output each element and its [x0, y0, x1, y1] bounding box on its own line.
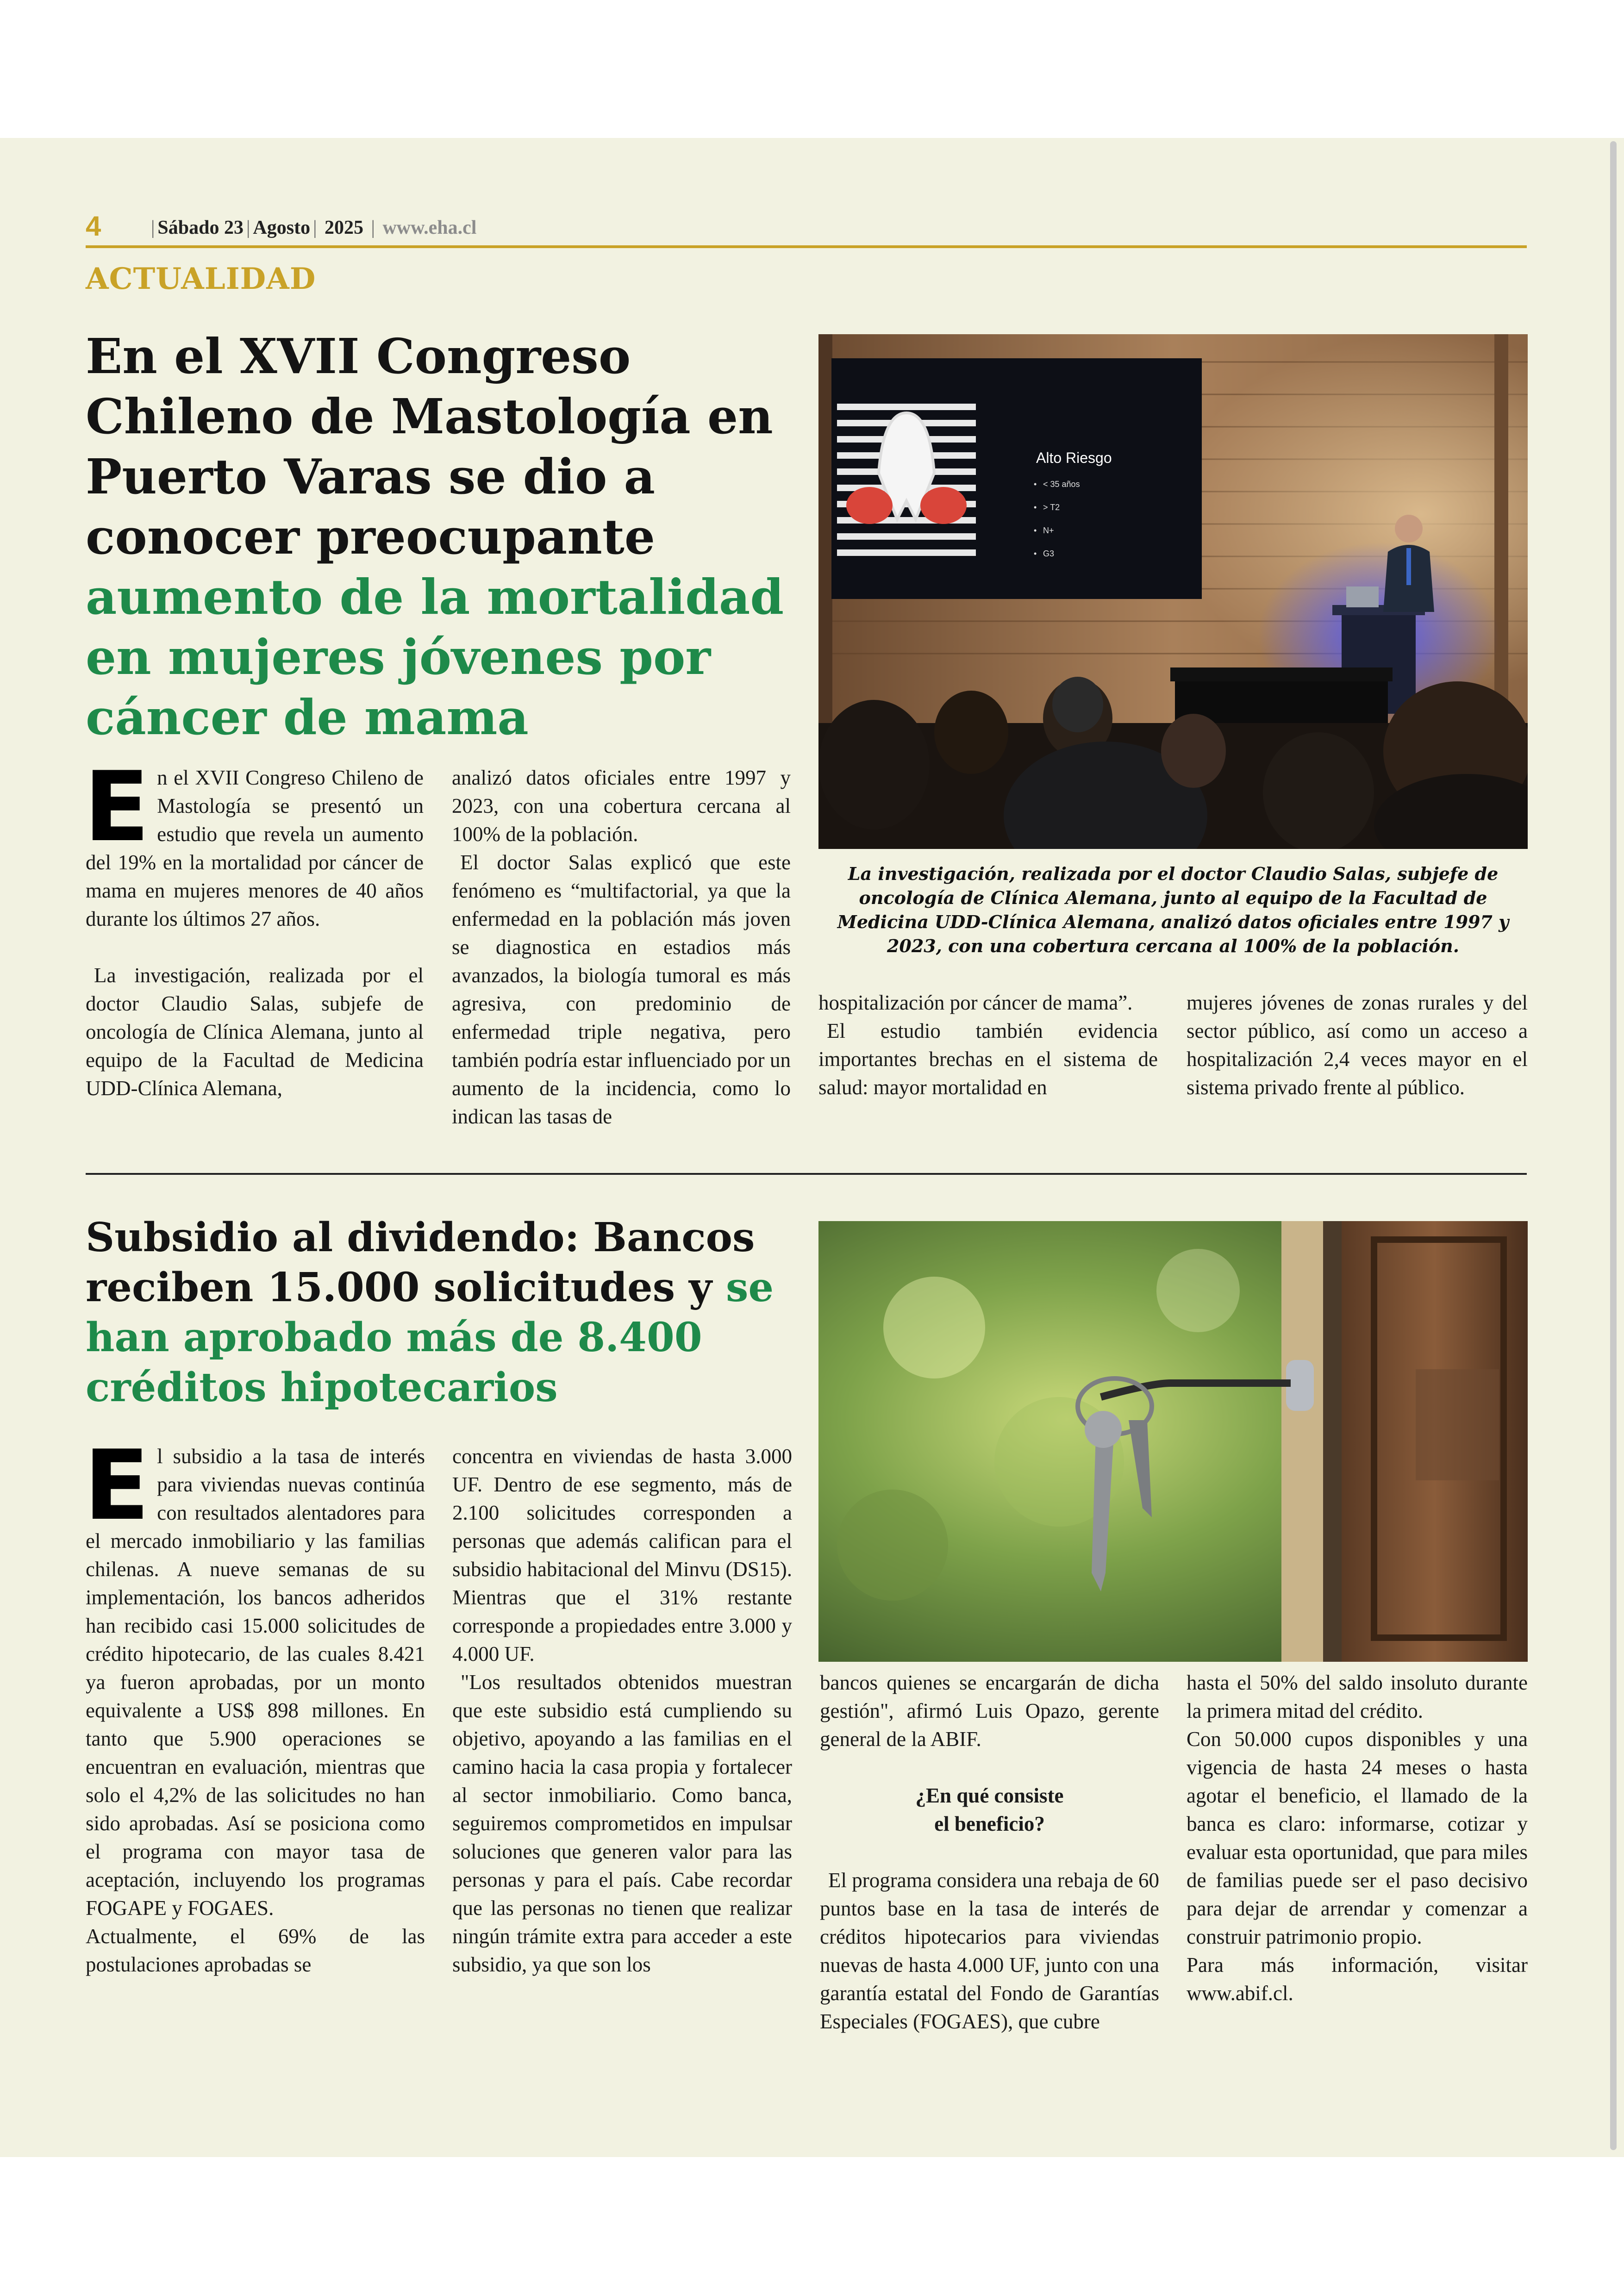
drop-cap: E: [84, 1430, 150, 1542]
svg-text:•: •: [1034, 549, 1037, 558]
article2-paragraph: El programa considera una rebaja de 60 puntos base en la tasa de interés de créditos hipotecarios para viviendas nuevas de hasta 4.000 UF, junto con una garantía estatal del Fondo de Garantías Especiales (FOGAES), que cubre: [820, 1869, 1159, 2033]
article1-column-3: [818, 989, 1158, 1102]
article2-column-3: [820, 1669, 1159, 2036]
header-year: 2025: [325, 217, 364, 238]
page-number: 4: [86, 211, 101, 242]
subheading-line: el beneficio?: [934, 1812, 1045, 1835]
slide-bullet: > T2: [1043, 503, 1060, 512]
header-month: Agosto: [253, 217, 311, 238]
scrollbar[interactable]: [1610, 141, 1617, 2150]
svg-text:•: •: [1034, 480, 1037, 489]
article2-subheading: [820, 1782, 1159, 1838]
article2-headline: [86, 1213, 789, 1413]
header-rule: [86, 245, 1527, 248]
article1-paragraph: El doctor Salas explicó que este fenómeno es “multifactorial, ya que la enfermedad en la población más joven se diagnostica en estadios más avanzados, la biología tumoral es más agresiva, con predominio de enfermedad triple negativa, pero también podría estar influenciado por un aumento de la incidencia, como lo indican las tasas de: [452, 851, 791, 1128]
article2-column-1: [84, 1430, 425, 1979]
conference-photo: [818, 334, 1528, 849]
article2-paragraph: hasta el 50% del saldo insoluto durante la primera mitad del crédito.: [1187, 1671, 1528, 1722]
svg-text:•: •: [1034, 503, 1037, 512]
article1-column-2: [452, 764, 791, 1131]
keys-door-photo: [818, 1221, 1528, 1662]
drop-cap: E: [84, 751, 150, 863]
header-date: Sábado 23: [157, 217, 244, 238]
article2-headline-black: Subsidio al dividendo: Bancos reciben 15.000 solicitudes y: [86, 1214, 755, 1311]
article2-paragraph: bancos quienes se encargarán de dicha gestión", afirmó Luis Opazo, gerente general de la ABIF.: [820, 1671, 1159, 1751]
article1-paragraph: hospitalización por cáncer de mama”.: [818, 991, 1133, 1014]
article2-column-2: [452, 1442, 792, 1979]
article1-column-4: [1187, 989, 1528, 1102]
svg-text:•: •: [1034, 526, 1037, 535]
article1-paragraph: El estudio también evidencia importantes brechas en el sistema de salud: mayor mortalidad en: [818, 1019, 1158, 1099]
article2-paragraph: Actualmente, el 69% de las postulaciones aprobadas se: [86, 1925, 425, 1976]
article2-paragraph: l subsidio a la tasa de interés para viviendas nuevas continúa con resultados alentadores para el mercado inmobiliario y las familias chilenas. A nueve semanas de su implementación, los bancos adheridos han recibido casi 15.000 solicitudes de crédito hipotecario, de las cuales 8.421 ya fueron aprobadas, por un monto equivalente a US$ 898 millones. En tanto que 5.900 operaciones se encuentran en evaluación, mientras que solo el 4,2% de las solicitudes no han sido aprobadas. Así se posiciona como el programa con mayor tasa de aceptación, incluyendo los programas FOGAPE y FOGAES.: [86, 1445, 425, 1920]
article2-paragraph: concentra en viviendas de hasta 3.000 UF. Dentro de ese segmento, más de 2.100 solicitudes corresponden a personas que además califican para el subsidio habitacional del Minvu (DS15). Mientras que el 31% restante corresponde a propiedades entre 3.000 y 4.000 UF.: [452, 1445, 792, 1665]
article2-paragraph: Con 50.000 cupos disponibles y una vigencia de hasta 24 meses o hasta agotar el beneficio, el llamado de la banca es claro: informarse, cotizar y evaluar esta oportunidad, que para miles de familias puede ser el paso decisivo para dejar de arrendar y comenzar a construir patrimonio propio.: [1187, 1727, 1528, 1948]
subheading-line: ¿En qué consiste: [915, 1784, 1064, 1807]
article1-paragraph: mujeres jóvenes de zonas rurales y del sector público, así como un acceso a hospitalización 2,4 veces mayor en el sistema privado frente al público.: [1187, 991, 1528, 1099]
article1-headline-black: En el XVII Congreso Chileno de Mastología en Puerto Varas se dio a conocer preocupante: [86, 328, 773, 565]
article2-headline-green: se han aprobado más de 8.400 créditos hipotecarios: [86, 1264, 774, 1411]
slide-title: Alto Riesgo: [1036, 449, 1112, 466]
article2-column-4: [1187, 1669, 1528, 2008]
slide-bullet: N+: [1043, 526, 1054, 535]
article2-paragraph: Para más información, visitar www.abif.cl.: [1187, 1953, 1528, 2005]
article1-paragraph: n el XVII Congreso Chileno de Mastología se presentó un estudio que revela un aumento del 19% en la mortalidad por cáncer de mama en mujeres menores de 40 años durante los últimos 27 años.: [86, 766, 424, 930]
article1-headline-green: aumento de la mortalidad en mujeres jóvenes por cáncer de mama: [86, 568, 784, 746]
article1-paragraph: La investigación, realizada por el doctor Claudio Salas, subjefe de oncología de Clínica Alemana, junto al equipo de la Facultad de Medicina UDD-Clínica Alemana,: [86, 964, 424, 1100]
article1-headline: [86, 326, 812, 748]
article1-column-1: [84, 751, 424, 1103]
header-website: www.eha.cl: [382, 217, 477, 238]
article-divider: [86, 1173, 1527, 1175]
slide-bullet: G3: [1043, 549, 1055, 558]
header-meta: | Sábado 23 | Agosto | 2025 | www.eha.cl: [151, 217, 477, 238]
article2-paragraph: "Los resultados obtenidos muestran que este subsidio está cumpliendo su objetivo, apoyando a las familias en el camino hacia la casa propia y fortalecer al sector inmobiliario. Como banca, seguiremos comprometidos en impulsar soluciones que generen valor para las personas y para el país. Cabe recordar que las personas no tienen que realizar ningún trámite extra para acceder a este subsidio, ya que son los: [452, 1671, 792, 1976]
photo-caption: La investigación, realizada por el doctor Claudio Salas, subjefe de oncología de Clínica Alemana, junto al equipo de la Facultad de Medicina UDD-Clínica Alemana, analizó datos oficiales entre 1997 y 2023, con una cobertura cercana al 100% de la población.: [837, 863, 1509, 956]
article1-paragraph: analizó datos oficiales entre 1997 y 2023, con una cobertura cercana al 100% de la población.: [452, 766, 791, 846]
slide-bullet: < 35 años: [1043, 480, 1080, 489]
section-label: ACTUALIDAD: [86, 262, 316, 296]
page-header: [86, 211, 1527, 246]
